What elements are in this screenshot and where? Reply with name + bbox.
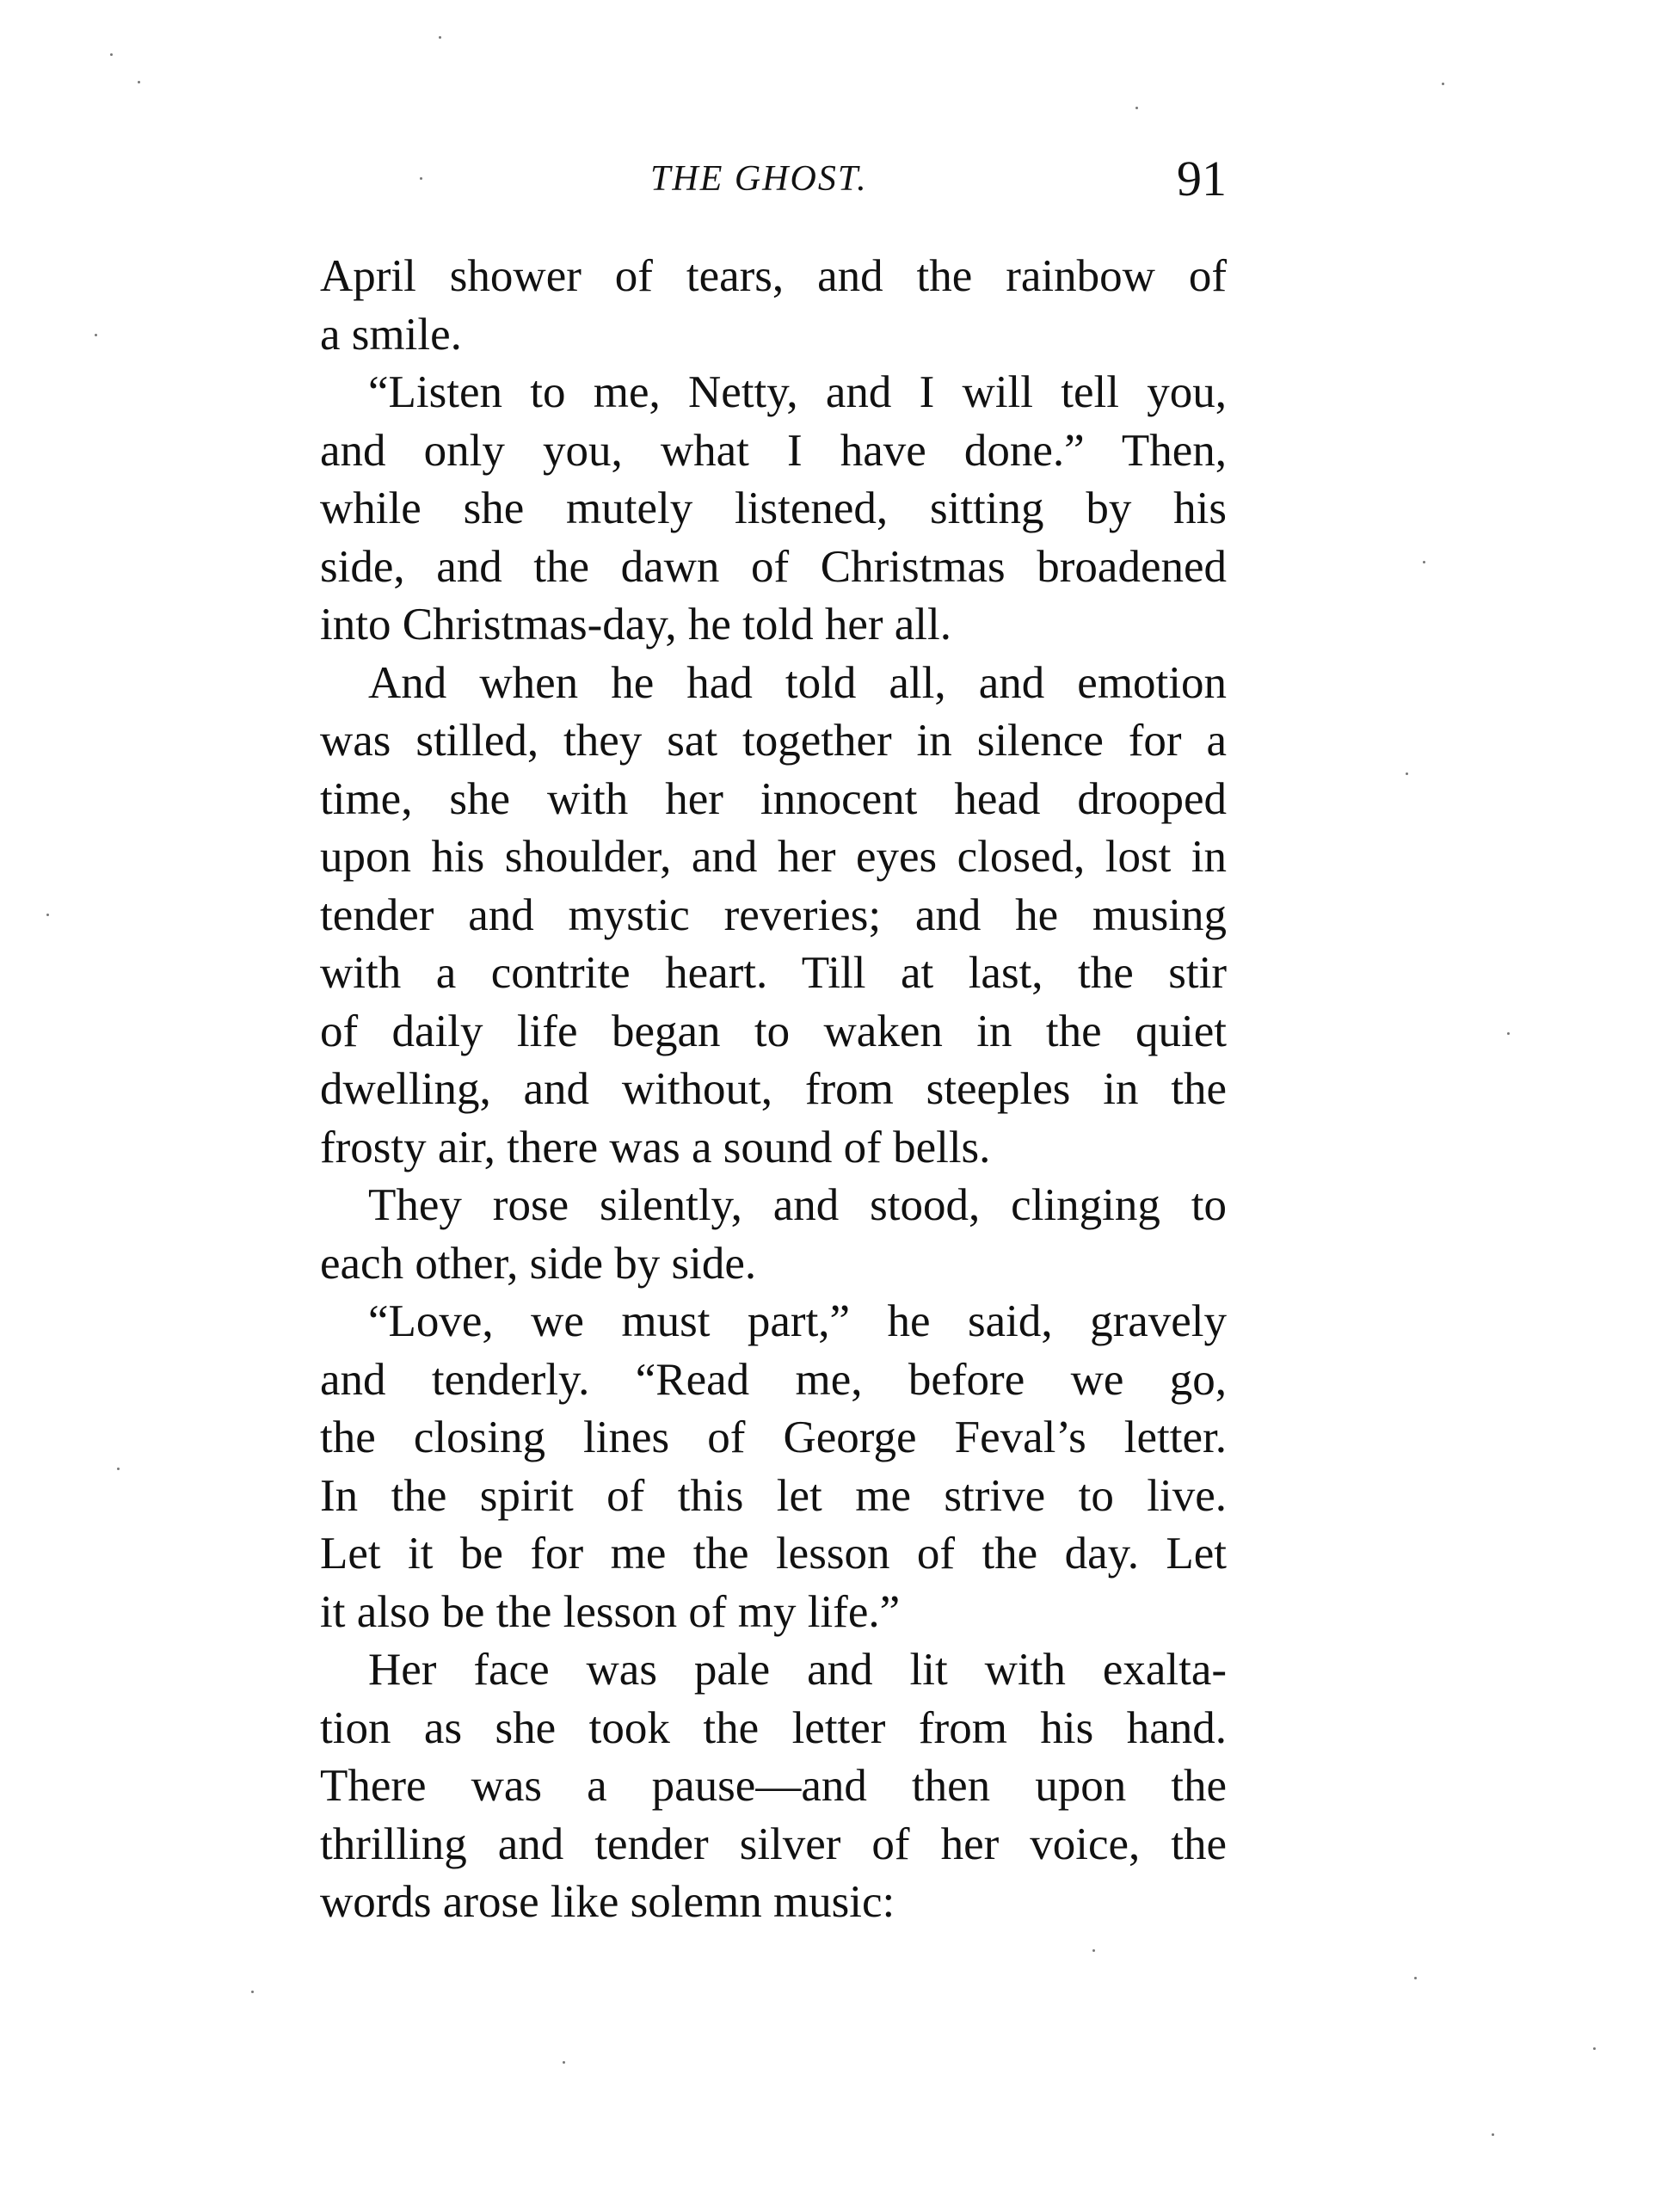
text-line: and only you, what I have done.” Then,	[320, 425, 1227, 476]
paper-speck	[1092, 1949, 1095, 1952]
paper-speck	[563, 2061, 565, 2064]
text-line: They rose silently, and stood, clinging to	[368, 1180, 1227, 1230]
page-number: 91	[1177, 151, 1227, 206]
text-line: while she mutely listened, sitting by his	[320, 483, 1227, 533]
body-text	[320, 248, 1227, 1932]
paper-speck	[420, 177, 422, 180]
page-header	[320, 153, 1227, 213]
paper-speck	[1507, 1032, 1510, 1035]
paper-speck	[1423, 561, 1425, 563]
paper-speck	[117, 1468, 120, 1470]
text-line: side, and the dawn of Christmas broadened	[320, 541, 1227, 592]
running-title: THE GHOST.	[650, 159, 868, 199]
text-line: thrilling and tender silver of her voice, the	[320, 1819, 1227, 1869]
text-line: Let it be for me the lesson of the day. Let	[320, 1529, 1227, 1579]
text-line: In the spirit of this let me strive to live.	[320, 1470, 1227, 1521]
paper-speck	[138, 81, 140, 83]
text-line: There was a pause—and then upon the	[320, 1761, 1227, 1811]
text-line: time, she with her innocent head drooped	[320, 773, 1227, 824]
text-line: tender and mystic reveries; and he musing	[320, 889, 1227, 940]
text-line: April shower of tears, and the rainbow of	[320, 251, 1227, 301]
text-line: with a contrite heart. Till at last, the stir	[320, 948, 1227, 998]
paper-speck	[110, 53, 113, 56]
text-line: “Listen to me, Netty, and I will tell you,	[368, 367, 1227, 417]
text-line: frosty air, there was a sound of bells.	[320, 1122, 991, 1172]
text-line: the closing lines of George Feval’s letter.	[320, 1412, 1227, 1462]
text-line: “Love, we must part,” he said, gravely	[368, 1296, 1227, 1346]
text-line: and tenderly. “Read me, before we go,	[320, 1354, 1227, 1405]
paper-speck	[439, 36, 441, 39]
paper-speck	[46, 914, 49, 916]
text-line: into Christmas-day, he told her all.	[320, 600, 952, 649]
text-line: tion as she took the letter from his hand.	[320, 1702, 1227, 1753]
text-line: each other, side by side.	[320, 1238, 757, 1289]
text-line: And when he had told all, and emotion	[368, 657, 1227, 708]
text-line: a smile.	[320, 309, 462, 360]
text-line: words arose like solemn music:	[320, 1877, 895, 1927]
paper-speck	[251, 1991, 254, 1993]
paper-speck	[1414, 1977, 1417, 1979]
text-line: dwelling, and without, from steeples in the	[320, 1064, 1227, 1114]
paper-speck	[1442, 83, 1444, 85]
paper-speck	[1135, 107, 1138, 109]
text-line: was stilled, they sat together in silence for a	[320, 716, 1227, 766]
paper-speck	[95, 334, 97, 336]
paper-speck	[1593, 2047, 1596, 2050]
text-line: of daily life began to waken in the quiet	[320, 1006, 1227, 1056]
paper-speck	[1492, 2133, 1494, 2136]
text-line: upon his shoulder, and her eyes closed, lost in	[320, 832, 1227, 882]
paper-speck	[1406, 772, 1408, 775]
text-line: Her face was pale and lit with exalta-	[368, 1645, 1227, 1695]
text-line: it also be the lesson of my life.”	[320, 1586, 901, 1637]
